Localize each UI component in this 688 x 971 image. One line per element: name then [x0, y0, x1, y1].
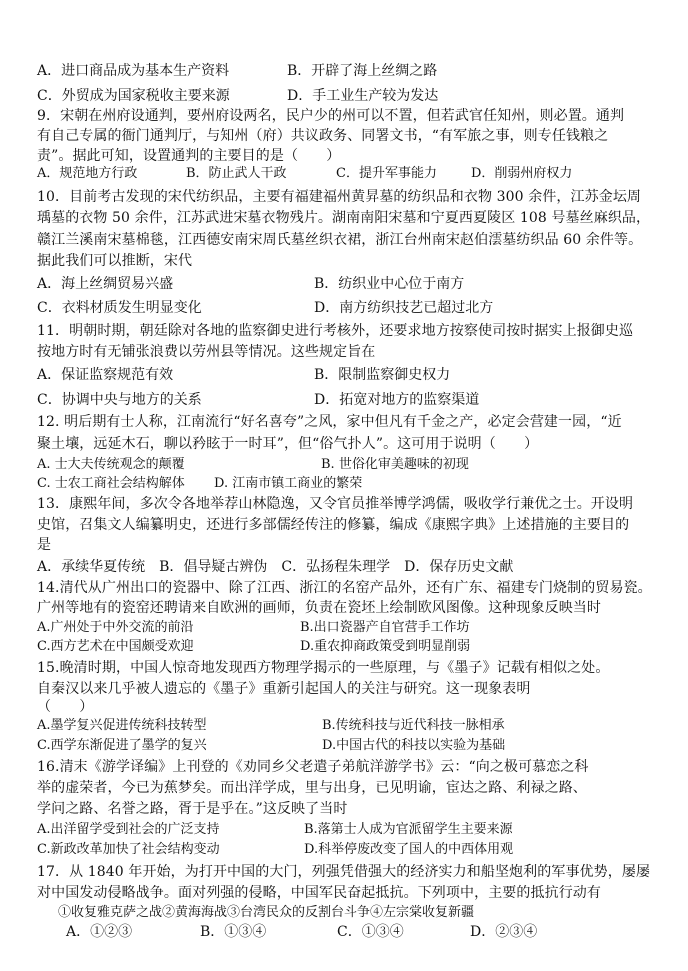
q12-option-c: C. 士农工商社会结构解体	[37, 476, 185, 491]
q14-option-a: A.广州处于中外交流的前沿	[37, 620, 194, 635]
q10-option-d: D．南方纺织技艺已超过北方	[314, 300, 494, 316]
q10-line-4: 据此我们可以推断，宋代	[37, 253, 193, 269]
q14-option-c: C.西方艺术在中国颇受欢迎	[37, 639, 194, 654]
q10-option-b: B．纺织业中心位于南方	[314, 276, 465, 292]
q11-line-2: 按地方时有无铺张浪费以劳州县等情况。这些规定旨在	[37, 344, 376, 360]
q17-option-c: C．①③④	[337, 924, 404, 940]
q15-option-d: D.中国古代的科技以实验为基础	[322, 738, 506, 753]
q17-option-b: B．①③④	[200, 924, 267, 940]
q9-option-d: D．削弱州府权力	[471, 166, 573, 181]
q14-line-1: 14.清代从广州出口的瓷器中、除了江西、浙江的名窑产品外，还有广东、福建专门烧制的贸易瓷。	[37, 580, 652, 596]
q16-line-1: 16.清末《游学译编》上刊登的《劝同乡父老遣子弟航洋游学书》云：“向之极可慕恋之科	[37, 759, 589, 775]
q12-line-1: 12. 明后期有士人称，江南流行“好名喜夸”之风，家中但凡有千金之产，必定会营建一园，“近	[37, 414, 622, 430]
q12-line-2: 聚土壤，远延木石，聊以矜眩于一时耳”，但“俗气扑人”。这可用于说明（ ）	[37, 436, 539, 452]
q17-option-d: D．②③④	[470, 924, 538, 940]
q8-option-a: A．进口商品成为基本生产资料	[37, 63, 230, 79]
q15-line-1: 15.晚清时期，中国人惊奇地发现西方物理学揭示的一些原理，与《墨子》记载有相似之处。	[37, 660, 610, 676]
q11-line-1: 11．明朝时期，朝廷除对各地的监察御史进行考核外，还要求地方按察使司按时据实上报御史巡	[37, 323, 634, 339]
q17-line-2: 对中国发动侵略战争。面对列强的侵略，中国军民奋起抵抗。下列项中，主要的抵抗行动有	[37, 885, 601, 901]
q16-option-a: A.出洋留学受到社会的广泛支持	[37, 822, 220, 837]
q17-items: ①收复雅克萨之战②黄海海战③台湾民众的反割台斗争④左宗棠收复新疆	[58, 905, 475, 920]
q14-option-b: B.出口瓷器产自官营手工作坊	[300, 620, 470, 635]
q10-line-3: 赣江兰溪南宋墓棉毯，江西德安南宋周氏墓丝织衣裙，浙江台州南宋赵伯澐墓纺织品 60 余件等。	[37, 232, 643, 248]
q16-line-2: 举的虚荣者，今已为蕉梦矣。而出洋学成，里与出身，已见明谕，宦达之路、利禄之路、	[37, 780, 587, 796]
q15-option-b: B.传统科技与近代科技一脉相承	[322, 718, 505, 733]
q15-option-c: C.西学东渐促进了墨学的复兴	[37, 738, 207, 753]
q10-option-c: C．衣料材质发生明显变化	[37, 300, 202, 316]
q16-option-c: C.新政改革加快了社会结构变动	[37, 842, 220, 857]
q15-line-2: 自秦汉以来几乎被人遗忘的《墨子》重新引起国人的关注与研究。这一现象表明	[37, 681, 531, 697]
q14-option-d: D.重农抑商政策受到明显削弱	[300, 639, 471, 654]
q13-line-1: 13．康熙年间，多次令各地举荐山林隐逸，又令官员推举博学鸿儒，吸收学行兼优之士。开设明	[37, 496, 634, 512]
q12-option-d: D. 江南市镇工商业的繁荣	[214, 476, 363, 491]
q15-line-3: （ ）	[37, 699, 94, 715]
q11-option-a: A．保证监察规范有效	[37, 367, 174, 383]
q8-option-c: C．外贸成为国家税收主要来源	[37, 88, 230, 104]
q15-option-a: A.墨学复兴促进传统科技转型	[37, 718, 207, 733]
q11-option-c: C．协调中央与地方的关系	[37, 392, 202, 408]
q10-option-a: A．海上丝绸贸易兴盛	[37, 276, 174, 292]
q9-line-3: 责”。据此可知，设置通判的主要目的是（ ）	[37, 148, 341, 164]
q9-option-c: C．提升军事能力	[336, 166, 437, 181]
q9-line-1: 9．宋朝在州府设通判，要州府设两名，民户少的州可以不置，但若武官任知州，则必置。通判	[37, 108, 625, 124]
q13-line-3: 是	[37, 537, 52, 553]
q12-option-b: B. 世俗化审美趣味的初现	[321, 457, 469, 472]
q13-options: A．承续华夏传统 B．倡导疑古辨伪 C．弘扬程朱理学 D．保存历史文献	[37, 559, 514, 575]
q8-option-b: B．开辟了海上丝绸之路	[287, 63, 438, 79]
q9-option-b: B．防止武人干政	[186, 166, 287, 181]
q16-option-d: D.科举停废改变了国人的中西体用观	[304, 842, 514, 857]
q12-option-a: A. 士大夫传统观念的颠覆	[37, 457, 185, 472]
q10-line-1: 10．目前考古发现的宋代纺织品，主要有福建福州黄昇墓的纺织品和衣物 300 余件，江苏金坛周	[37, 189, 642, 205]
q9-line-2: 有自己专属的衙门通判厅，与知州（府）共议政务、同署文书，“有军旅之事，则专任钱粮之	[37, 128, 609, 144]
q9-option-a: A．规范地方行政	[37, 166, 138, 181]
q14-line-2: 广州等地有的瓷窑还聘请来自欧洲的画师，负责在瓷坯上绘制欧风图像。这种现象反映当时	[37, 600, 601, 616]
q13-line-2: 史馆，召集文人编纂明史，还进行多部儒经传注的修纂，编成《康熙字典》上述措施的主要目的	[37, 517, 630, 533]
q11-option-d: D．拓宽对地方的监察渠道	[314, 392, 480, 408]
q16-option-b: B.落第士人成为官派留学生主要来源	[304, 822, 513, 837]
q16-line-3: 学问之路、名誉之路，胥于是乎在。”这反映了当时	[37, 801, 348, 817]
q8-option-d: D．手工业生产较为发达	[287, 88, 439, 104]
q17-option-a: A．①②③	[66, 924, 133, 940]
q17-line-1: 17．从 1840 年开始，为打开中国的大门，列强凭借强大的经济实力和船坚炮利的军事优势，屡屡	[37, 864, 651, 880]
q11-option-b: B．限制监察御史权力	[314, 367, 451, 383]
q10-line-2: 瑀墓的衣物 50 余件，江苏武进宋墓衣物残片。湖南南阳宋墓和宁夏西夏陵区 108 号墓丝麻织品，	[37, 210, 651, 226]
